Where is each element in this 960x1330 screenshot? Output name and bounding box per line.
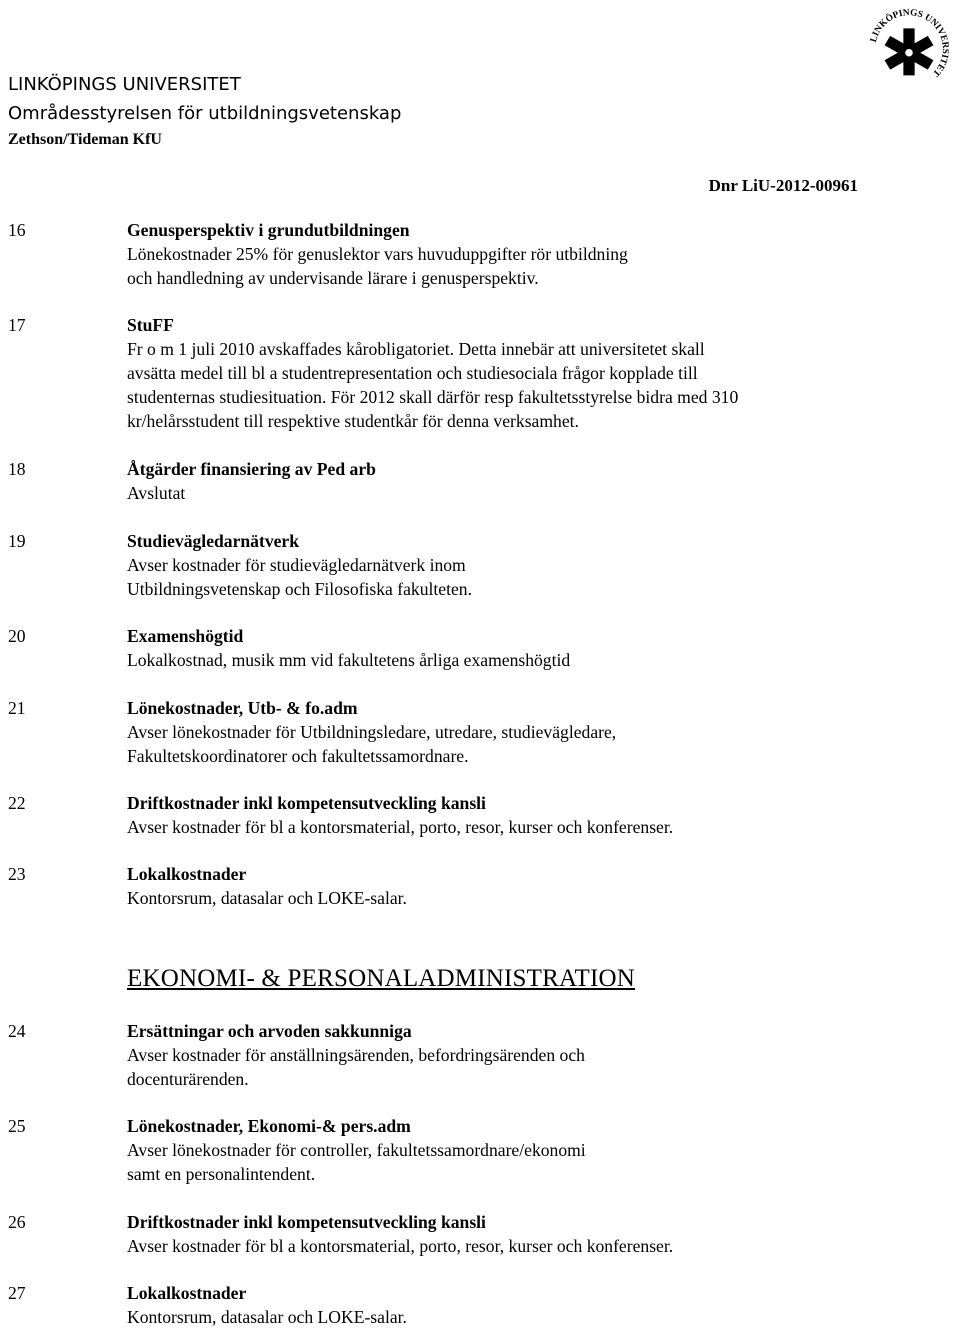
item-title: Lönekostnader, Utb- & fo.adm [127, 698, 358, 718]
item-title: Driftkostnader inkl kompetensutveckling kansli [127, 1212, 486, 1232]
item-title: Studievägledarnätverk [127, 531, 300, 551]
logo-emblem-icon [885, 28, 934, 75]
item-title: Lokalkostnader [127, 1283, 247, 1303]
item-number: 17 [8, 315, 26, 335]
item-number: 20 [8, 626, 26, 646]
item-number: 25 [8, 1116, 26, 1136]
board-name: Områdesstyrelsen för utbildningsvetenskap [8, 103, 402, 124]
item-text: docenturärenden. [127, 1069, 249, 1089]
document-number: Dnr LiU-2012-00961 [708, 176, 858, 195]
item-text: Fr o m 1 juli 2010 avskaffades kårobligatoriet. Detta innebär att universitetet skall [127, 339, 705, 359]
item-text: Utbildningsvetenskap och Filosofiska fakulteten. [127, 579, 472, 599]
item-number: 26 [8, 1212, 26, 1232]
item-text: Kontorsrum, datasalar och LOKE-salar. [127, 1307, 407, 1327]
item-title: Lönekostnader, Ekonomi-& pers.adm [127, 1116, 411, 1136]
item-title: Åtgärder finansiering av Ped arb [127, 459, 376, 479]
item-text: Avser kostnader för studievägledarnätverk inom [127, 555, 466, 575]
item-text: Fakultetskoordinatorer och fakultetssamordnare. [127, 746, 469, 766]
item-text: Avser kostnader för bl a kontorsmaterial, porto, resor, kurser och konferenser. [127, 817, 674, 837]
item-title: Genusperspektiv i grundutbildningen [127, 220, 410, 240]
item-title: Driftkostnader inkl kompetensutveckling kansli [127, 793, 486, 813]
item-text: Lönekostnader 25% för genuslektor vars huvuduppgifter rör utbildning [127, 244, 628, 264]
item-text: Avser lönekostnader för controller, fakultetssamordnare/ekonomi [127, 1140, 586, 1160]
item-number: 23 [8, 864, 26, 884]
item-text: samt en personalintendent. [127, 1164, 316, 1184]
item-text: Avser lönekostnader för Utbildningsledare, utredare, studievägledare, [127, 722, 617, 742]
item-number: 21 [8, 698, 26, 718]
item-number: 19 [8, 531, 26, 551]
item-number: 18 [8, 459, 26, 479]
logo-text: LINKÖPINGS UNIVERSITET [868, 8, 950, 79]
item-text: studenternas studiesituation. För 2012 skall därför resp fakultetsstyrelse bidra med 310 [127, 387, 739, 407]
item-title: Examenshögtid [127, 626, 244, 646]
item-title: Ersättningar och arvoden sakkunniga [127, 1021, 412, 1041]
section-heading: EKONOMI- & PERSONALADMINISTRATION [127, 965, 635, 992]
item-text: Avser kostnader för anställningsärenden, befordringsärenden och [127, 1045, 585, 1065]
item-text: Avslutat [127, 483, 186, 503]
item-title: Lokalkostnader [127, 864, 247, 884]
item-text: kr/helårsstudent till respektive studentkår för denna verksamhet. [127, 411, 579, 431]
item-number: 24 [8, 1021, 26, 1041]
item-text: Avser kostnader för bl a kontorsmaterial, porto, resor, kurser och konferenser. [127, 1236, 674, 1256]
item-number: 27 [8, 1283, 26, 1303]
item-title: StuFF [127, 315, 174, 335]
item-number: 22 [8, 793, 26, 813]
item-number: 16 [8, 220, 26, 240]
item-text: avsätta medel till bl a studentrepresentation och studiesociala frågor kopplade till [127, 363, 698, 383]
item-text: Kontorsrum, datasalar och LOKE-salar. [127, 888, 407, 908]
authors: Zethson/Tideman KfU [8, 131, 162, 148]
university-logo [862, 2, 956, 96]
university-name: LINKÖPINGS UNIVERSITET [8, 74, 241, 95]
item-text: och handledning av undervisande lärare i genusperspektiv. [127, 268, 539, 288]
item-text: Lokalkostnad, musik mm vid fakultetens årliga examenshögtid [127, 650, 571, 670]
